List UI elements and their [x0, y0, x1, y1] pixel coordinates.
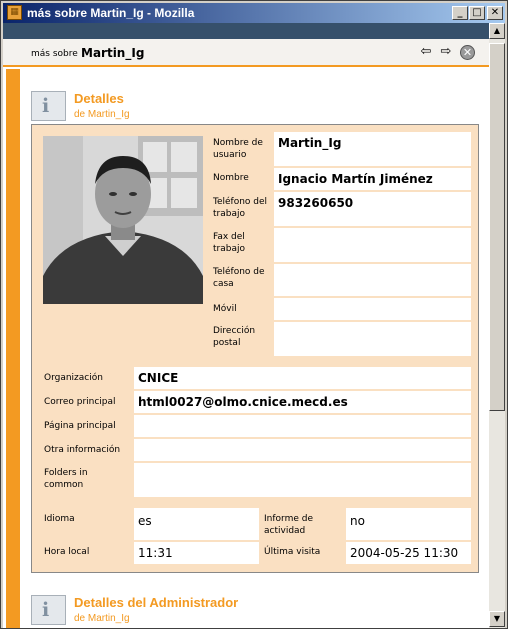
maximize-button[interactable]: □: [469, 6, 485, 20]
scroll-up-button[interactable]: ▲: [489, 23, 505, 39]
language-label: Idioma: [44, 514, 75, 524]
activity-label: Informe de actividad: [264, 514, 313, 536]
activity-value: no: [346, 508, 471, 540]
mobile-value: [274, 298, 471, 320]
organization-label: Organización: [44, 373, 103, 383]
section-title-detalles: Detalles: [74, 91, 124, 106]
work-fax-value: [274, 228, 471, 262]
homepage-value: [134, 415, 471, 437]
email-label: Correo principal: [44, 397, 116, 407]
info-icon: i: [31, 595, 66, 625]
details-panel: [31, 124, 479, 573]
info-icon: i: [31, 91, 66, 121]
section-subtitle: de Martin_Ig: [74, 109, 130, 120]
other-info-label: Otra información: [44, 445, 121, 455]
last-visit-value: 2004-05-25 11:30: [346, 542, 471, 564]
close-window-button[interactable]: ✕: [487, 6, 503, 20]
section-title-admin: Detalles del Administrador: [74, 595, 239, 610]
user-photo: [43, 136, 203, 304]
app-icon: ▦: [7, 5, 22, 20]
username-value: Martin_Ig: [274, 132, 471, 166]
scroll-down-button[interactable]: ▼: [489, 611, 505, 627]
header-prefix: más sobre: [31, 49, 78, 59]
folders-value: [134, 463, 471, 497]
username-label: Nombre de usuario: [213, 138, 263, 160]
header-username: Martin_Ig: [81, 46, 145, 60]
mobile-label: Móvil: [213, 304, 237, 314]
home-phone-value: [274, 264, 471, 296]
organization-value: CNICE: [134, 367, 471, 389]
header-strip: [3, 23, 489, 39]
forward-arrow-icon[interactable]: ⇨: [440, 44, 452, 59]
work-fax-label: Fax del trabajo: [213, 232, 245, 254]
last-visit-label: Última visita: [264, 547, 321, 557]
scrollbar-thumb[interactable]: [489, 43, 505, 411]
minimize-button[interactable]: _: [452, 6, 468, 20]
address-label: Dirección postal: [213, 326, 256, 348]
popup-header: [3, 39, 489, 67]
window-title: más sobre Martin_Ig - Mozilla: [27, 6, 195, 20]
homepage-label: Página principal: [44, 421, 116, 431]
other-info-value: [134, 439, 471, 461]
address-value: [274, 322, 471, 356]
email-value[interactable]: html0027@olmo.cnice.mecd.es: [134, 391, 471, 413]
work-phone-value: 983260650: [274, 192, 471, 226]
title-bar: [3, 3, 505, 23]
vertical-scrollbar[interactable]: [489, 23, 505, 628]
close-icon[interactable]: ✕: [460, 45, 475, 60]
name-value: Ignacio Martín Jiménez: [274, 168, 471, 190]
work-phone-label: Teléfono del trabajo: [213, 197, 268, 219]
section-subtitle: de Martin_Ig: [74, 613, 130, 624]
back-arrow-icon[interactable]: ⇦: [420, 44, 432, 59]
folders-label: Folders in common: [44, 468, 88, 490]
name-label: Nombre: [213, 173, 249, 183]
local-time-label: Hora local: [44, 547, 90, 557]
local-time-value: 11:31: [134, 542, 259, 564]
language-value: es: [134, 508, 259, 540]
accent-bar: [6, 69, 20, 628]
page-content: [3, 39, 489, 628]
home-phone-label: Teléfono de casa: [213, 267, 265, 289]
